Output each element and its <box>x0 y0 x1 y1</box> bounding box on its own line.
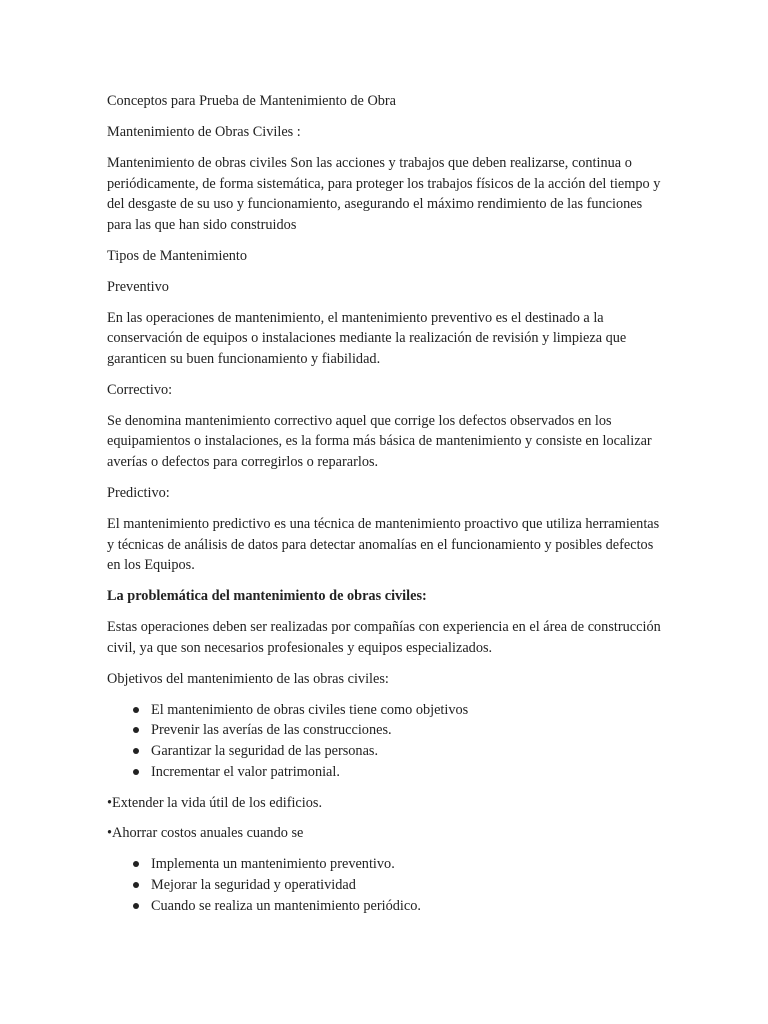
list-item-text: Garantizar la seguridad de las personas. <box>151 742 379 759</box>
section-heading-predictivo: Predictivo: <box>107 485 170 502</box>
ahorrar-list <box>107 854 667 916</box>
list-item-text: Incrementar el valor patrimonial. <box>151 763 340 780</box>
bullet-icon <box>133 903 139 909</box>
list-item-text: Mejorar la seguridad y operatividad <box>151 877 356 894</box>
list-item <box>151 700 667 721</box>
section-heading-tipos: Tipos de Mantenimiento <box>107 247 248 264</box>
list-item <box>151 875 667 896</box>
document-body <box>107 91 667 927</box>
preventivo-paragraph: En las operaciones de mantenimiento, el mantenimiento preventivo es el destinado a la conservación de equipos o instalaciones mediante la realización de revisión y limpieza que garanticen su buen funcionamiento y fiabilidad. <box>107 309 627 367</box>
bullet-icon <box>133 882 139 888</box>
list-item-text: Prevenir las averías de las construcciones. <box>151 722 392 739</box>
bullet-icon <box>133 727 139 733</box>
correctivo-paragraph: Se denomina mantenimiento correctivo aquel que corrige los defectos observados en los equipamientos o instalaciones, es la forma más básica de mantenimiento y consiste en localizar averías o defectos para corregirlos o repararlos. <box>107 412 652 471</box>
list-item-text: Implementa un mantenimiento preventivo. <box>151 856 395 873</box>
list-item-text: El mantenimiento de obras civiles tiene como objetivos <box>151 701 469 718</box>
list-item <box>151 741 667 762</box>
bullet-icon <box>133 748 139 754</box>
bullet-icon <box>133 769 139 775</box>
bullet-icon <box>133 861 139 867</box>
document-title: Conceptos para Prueba de Mantenimiento de Obra <box>107 93 397 109</box>
extender-line: •Extender la vida útil de los edificios. <box>107 794 323 811</box>
list-item <box>151 720 667 741</box>
ahorrar-line: •Ahorrar costos anuales cuando se <box>107 825 304 842</box>
section-heading-problematica: La problemática del mantenimiento de obras civiles: <box>107 588 427 605</box>
problematica-paragraph: Estas operaciones deben ser realizadas por compañías con experiencia en el área de construcción civil, ya que son necesarios profesionales y equipos especializados. <box>107 619 661 656</box>
section-heading-objetivos: Objetivos del mantenimiento de las obras civiles: <box>107 670 389 687</box>
list-item <box>151 896 667 917</box>
definition-paragraph: Mantenimiento de obras civiles Son las acciones y trabajos que deben realizarse, continua o periódicamente, de forma sistemática, para proteger los trabajos físicos de la acción del tiempo y del desgaste de su uso y funcionamiento, asegurando el máximo rendimiento de las funciones para las que han sido construidos <box>107 154 661 233</box>
section-heading-preventivo: Preventivo <box>107 278 169 295</box>
objetivos-list <box>107 700 667 782</box>
section-heading-correctivo: Correctivo: <box>107 381 173 398</box>
list-item <box>151 854 667 875</box>
bullet-icon <box>133 707 139 713</box>
list-item <box>151 762 667 783</box>
predictivo-paragraph: El mantenimiento predictivo es una técnica de mantenimiento proactivo que utiliza herramientas y técnicas de análisis de datos para detectar anomalías en el funcionamiento y posibles defectos en los Equipos. <box>107 516 660 574</box>
section-heading-obras-civiles: Mantenimiento de Obras Civiles : <box>107 123 301 140</box>
list-item-text: Cuando se realiza un mantenimiento periódico. <box>151 897 421 914</box>
